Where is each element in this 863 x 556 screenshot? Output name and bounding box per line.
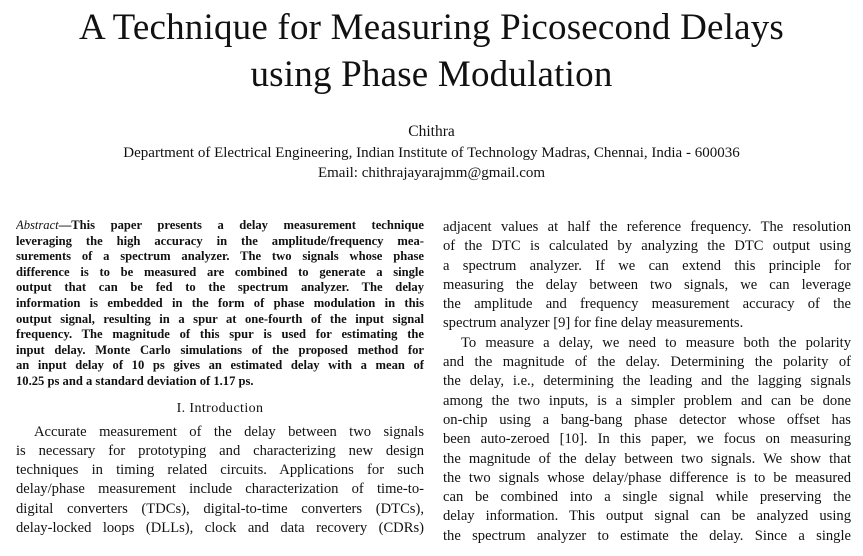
body-line: a spectrum analyzer. If we can extend this principle for (443, 257, 851, 274)
body-line: can be combined into a single signal while preserving the (443, 489, 851, 506)
title-line: A Technique for Measuring Picosecond Delays (78, 7, 785, 48)
paragraph (443, 218, 851, 334)
body-line: of the DTC is calculated by analyzing the DTC output using (443, 238, 851, 255)
abstract-line: difference is to be measured are combined to generate a single (16, 264, 424, 279)
body-line: the amplitude and frequency measurement accuracy of the (443, 296, 851, 313)
body-line: techniques in timing related circuits. Applications for such (16, 462, 424, 479)
body-line: measuring the delay between two signals, we can leverage (443, 276, 851, 293)
body-line: among the two inputs, is a simpler problem and can be done (443, 392, 851, 409)
author-email: Email: chithrajayarajmm@gmail.com (317, 165, 546, 181)
body-line: been auto-zeroed [10]. In this paper, we focus on measuring (443, 431, 851, 448)
paragraph (443, 334, 851, 546)
author-name: Chithra (408, 123, 455, 140)
author-affiliation: Department of Electrical Engineering, Indian Institute of Technology Madras, Chennai, India - 600036 (123, 145, 740, 161)
abstract-line: surements of a spectrum analyzer. The two signals whose phase (16, 249, 424, 264)
body-line: To measure a delay, we need to measure both the polarity (461, 334, 851, 351)
abstract-line: 10.25 ps and a standard deviation of 1.17 ps. (16, 373, 254, 388)
introduction-text (16, 423, 424, 539)
paper-title (0, 4, 863, 98)
abstract-line: Abstract—This paper presents a delay measurement technique (16, 218, 424, 232)
abstract-line: frequency. The magnitude of this spur is used for estimating the (16, 327, 424, 342)
body-line: delay/phase measurement include characterization of time-to- (16, 481, 424, 498)
body-line: Accurate measurement of the delay between two signals (34, 423, 424, 440)
body-line: delay information. This output signal can be analyzed using (443, 508, 851, 525)
body-line: the magnitude of the delay between two signals. We show that (443, 450, 851, 467)
body-line: is necessary for prototyping and characterizing new design (16, 442, 424, 459)
body-line: the two signals whose delay/phase difference is to be measured (443, 469, 851, 486)
abstract-line: leveraging the high accuracy in the amplitude/frequency mea- (16, 233, 424, 248)
title-line: using Phase Modulation (250, 54, 613, 95)
abstract-line: information is embedded in the form of phase modulation in this (16, 295, 424, 310)
body-line: and the magnitude of the delay. Determining the polarity of (443, 354, 851, 371)
body-line: on-chip using a bang-bang phase detector whose offset has (443, 411, 851, 428)
body-line: adjacent values at half the reference frequency. The resolution (443, 219, 851, 235)
right-column (443, 218, 851, 546)
abstract-line: an input delay of 10 ps gives an estimated delay with a mean of (16, 358, 424, 373)
body-line: delay-locked loops (DLLs), clock and data recovery (CDRs) (16, 520, 424, 537)
body-line: digital converters (TDCs), digital-to-time converters (DTCs), (16, 500, 424, 517)
abstract (16, 218, 424, 390)
body-line: the spectrum analyzer to estimate the delay. Since a single (443, 527, 851, 544)
section-heading: I. Introduction (176, 400, 264, 416)
abstract-line: input delay. Monte Carlo simulations of the proposed method for (16, 342, 424, 357)
abstract-label: Abstract (16, 218, 59, 232)
body-line: the delay, i.e., determining the leading and the lagging signals (443, 373, 851, 390)
body-line: spectrum analyzer [9] for fine delay measurements. (443, 315, 744, 332)
abstract-line: output that can be fed to the spectrum analyzer. The delay (16, 280, 424, 295)
left-column (16, 218, 424, 538)
abstract-line: output signal, resulting in a spur at one-fourth of the input signal (16, 311, 424, 326)
